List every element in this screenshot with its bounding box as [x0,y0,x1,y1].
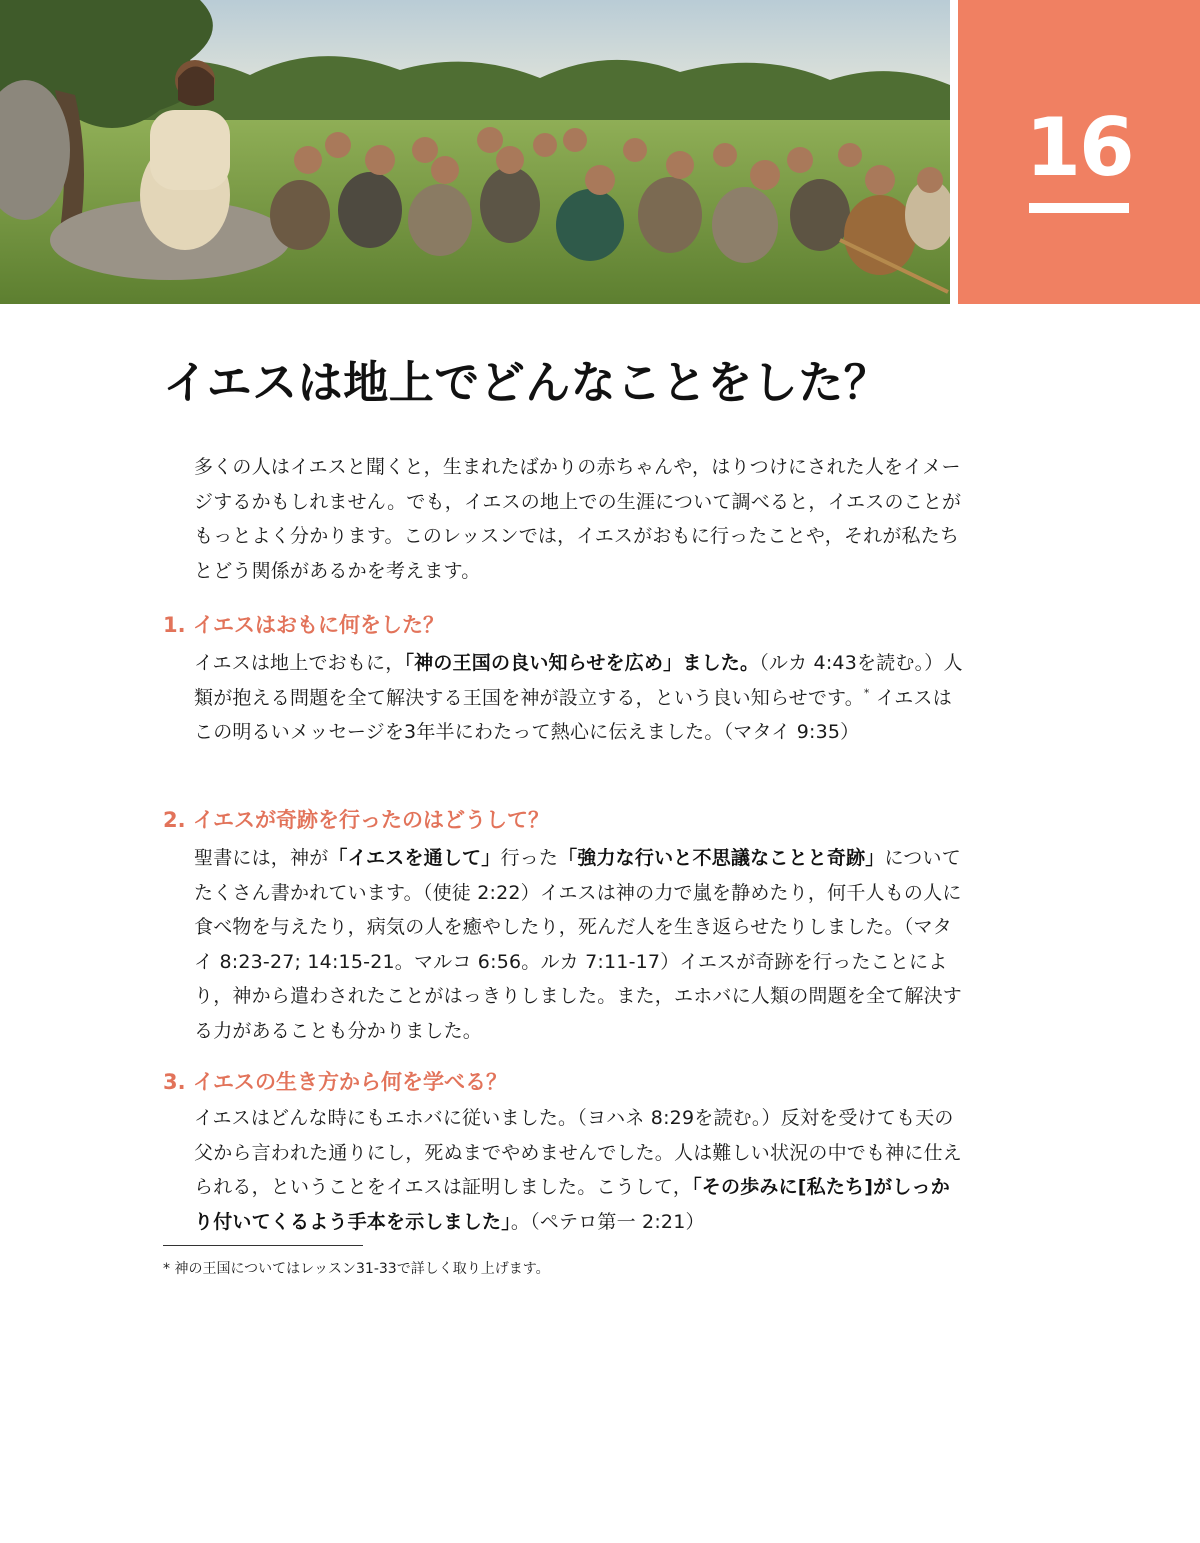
section-1-text-after: （ルカ 4:43を読む。）人類が抱える問題を全て解決する王国を神が設立する，という良い知らせです。 [194,652,963,709]
lesson-number-underline [1029,203,1129,213]
section-3-text-after: 。（ペテロ第一 2:21） [510,1210,705,1233]
section-3-bold: 「その歩みに[私たち]がしっかり付いてくるよう手本を示しました」 [194,1176,950,1233]
section-2-text-mid: 行った [500,847,559,869]
section-1-heading: 1. イエスはおもに何をした？ [163,613,445,637]
section-1-text-tail: イエスはこの明るいメッセージを3年半にわたって熱心に伝えました。（マタイ 9:35） [194,686,952,743]
section-2-text-before: 聖書には，神が [194,847,329,869]
section-2-paragraph [194,841,964,1048]
header-photo [0,0,950,304]
lesson-number: 16 [1025,101,1133,194]
section-3-paragraph [194,1101,964,1239]
page-title: イエスは地上でどんなことをした？ [163,356,890,409]
section-1-paragraph [194,646,964,750]
footnote-divider [163,1245,363,1246]
section-1-bold: 「神の王国の良い知らせを広め」ました。 [404,652,760,674]
intro-paragraph: 多くの人はイエスと聞くと，生まれたばかりの赤ちゃんや，はりつけにされた人をイメージするかもしれません。でも，イエスの地上での生涯について調べると，イエスのことがもっとよく分かります。このレッスンでは，イエスがおもに行ったことや，それが私たちとどう関係があるかを考えます。 [194,456,962,582]
teaching-crowd-photo-icon [0,0,950,304]
section-2-heading: 2. イエスが奇跡を行ったのはどうして？ [163,808,550,832]
section-2-bold-2: 「強力な行いと不思議なことと奇跡」 [558,847,885,869]
section-3-text-before: イエスはどんな時にもエホバに従いました。（ヨハネ 8:29を読む。）反対を受けても天の父から言われた通りにし，死ぬまでやめませんでした。人は難しい状況の中でも神に仕えられる，ということをイエスは証明しました。こうして， [194,1107,963,1198]
footnote-mark[interactable]: * [863,686,870,700]
section-3-heading: 3. イエスの生き方から何を学べる？ [163,1070,508,1094]
section-2-bold-1: 「イエスを通して」 [328,847,501,869]
lesson-number-block [958,0,1200,304]
section-2-text-after: についてたくさん書かれています。（使徒 2:22）イエスは神の力で嵐を静めたり，何千人もの人に食べ物を与えたり，病気の人を癒やしたり，死んだ人を生き返らせたりしました。（マタイ 8:23-27; 14:15-21。マルコ 6:56。ルカ 7:11-17）イエスが奇跡を行ったことにより，神から遣わされたことがはっきりしました。また，エホバに人類の問題を全て解決する力があることも分かりました。 [194,847,963,1042]
footnote: * 神の王国についてはレッスン31-33で詳しく取り上げます。 [163,1261,550,1277]
section-1-text-before: イエスは地上でおもに， [194,652,405,674]
